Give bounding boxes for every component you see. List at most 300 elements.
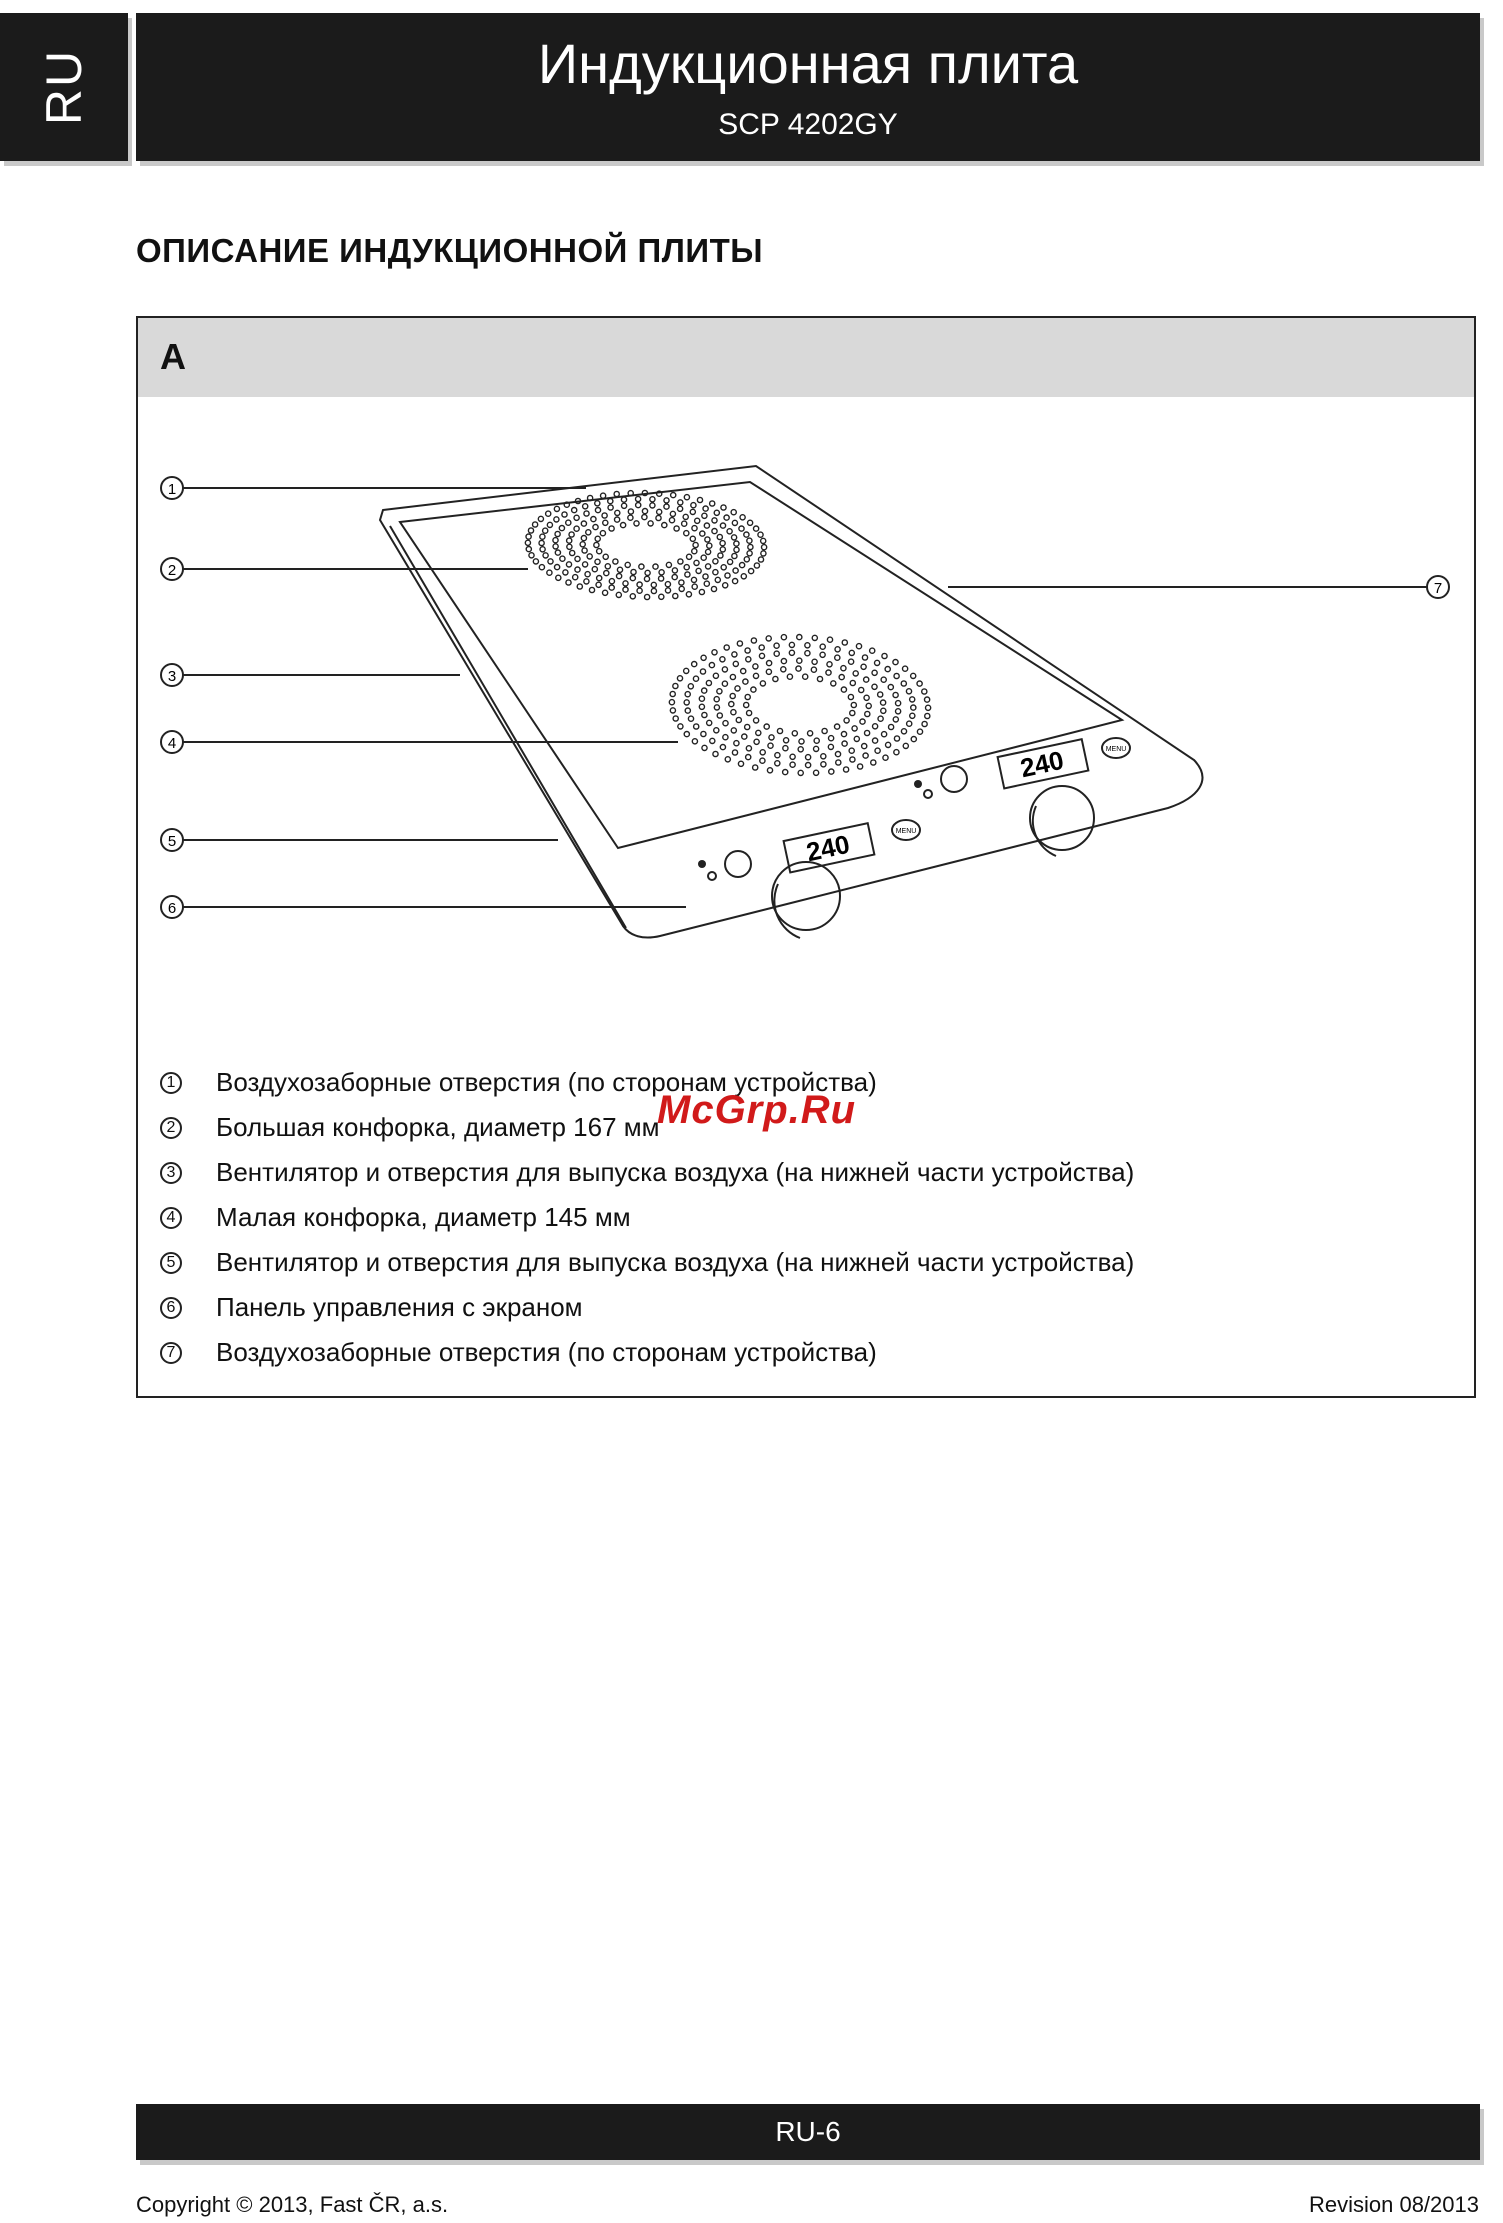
burner-dot bbox=[759, 645, 764, 650]
burner-dot bbox=[835, 655, 840, 660]
burner-dot bbox=[835, 647, 840, 652]
burner-dot bbox=[732, 520, 737, 525]
burner-dot bbox=[553, 544, 558, 549]
burner-dot bbox=[617, 567, 622, 572]
burner-dot bbox=[741, 574, 746, 579]
burner-dot bbox=[637, 588, 642, 593]
burner-dot bbox=[693, 676, 698, 681]
burner-dot bbox=[821, 754, 826, 759]
burner-dot bbox=[769, 735, 774, 740]
burner-dot bbox=[594, 542, 599, 547]
burner-dot bbox=[730, 674, 735, 679]
callout-3-marker bbox=[161, 664, 183, 686]
burner-dot bbox=[736, 717, 741, 722]
burner-dot bbox=[659, 570, 664, 575]
item-number: 5 bbox=[160, 1252, 182, 1274]
burner-dot bbox=[673, 683, 678, 688]
burner-dot bbox=[721, 565, 726, 570]
burner-dot bbox=[707, 543, 712, 548]
burner-dot bbox=[628, 509, 633, 514]
burner-dot bbox=[865, 730, 870, 735]
burner-dot bbox=[875, 748, 880, 753]
burner-dot bbox=[529, 553, 534, 558]
burner-dot bbox=[862, 655, 867, 660]
burner-dot bbox=[781, 635, 786, 640]
model-number: SCP 4202GY bbox=[718, 108, 898, 141]
burner-dot bbox=[762, 545, 767, 550]
burner-dot bbox=[911, 705, 916, 710]
burner-dot bbox=[796, 666, 801, 671]
burner-dot bbox=[703, 574, 708, 579]
svg-text:7: 7 bbox=[1433, 580, 1443, 597]
burner-dot bbox=[543, 553, 548, 558]
burner-dot bbox=[597, 549, 602, 554]
burner-dot bbox=[720, 657, 725, 662]
burner-dot bbox=[645, 594, 650, 599]
list-item bbox=[160, 1285, 1420, 1330]
burner-dot bbox=[926, 705, 931, 710]
burner-dot bbox=[605, 564, 610, 569]
burner-dot bbox=[700, 531, 705, 536]
burner-dot bbox=[903, 743, 908, 748]
burner-dot bbox=[566, 562, 571, 567]
burner-dot bbox=[700, 669, 705, 674]
burner-dot bbox=[664, 504, 669, 509]
burner-dot bbox=[756, 730, 761, 735]
burner-dot bbox=[883, 755, 888, 760]
burner-dot bbox=[860, 719, 865, 724]
item-text: Панель управления с экраном bbox=[216, 1292, 583, 1322]
burner-dot bbox=[862, 744, 867, 749]
burner-dot bbox=[721, 505, 726, 510]
burner-dot bbox=[775, 753, 780, 758]
burner-dot bbox=[556, 575, 561, 580]
burner-dot bbox=[662, 523, 667, 528]
burner-dot bbox=[573, 575, 578, 580]
callout-6-marker bbox=[161, 896, 183, 918]
burner-dot bbox=[787, 674, 792, 679]
burner-dot bbox=[768, 743, 773, 748]
burner-dot bbox=[601, 493, 606, 498]
burner-dot bbox=[841, 732, 846, 737]
burner-dot bbox=[533, 522, 538, 527]
figure-box bbox=[136, 316, 1476, 1398]
burner-dot bbox=[615, 517, 620, 522]
svg-text:5: 5 bbox=[167, 833, 177, 850]
burner-dot bbox=[844, 767, 849, 772]
burner-dot bbox=[764, 724, 769, 729]
burner-dot bbox=[603, 590, 608, 595]
burner-dot bbox=[712, 529, 717, 534]
burner-dot bbox=[581, 521, 586, 526]
burner-dot bbox=[835, 724, 840, 729]
burner-dot bbox=[841, 687, 846, 692]
callout-7-marker bbox=[1427, 576, 1449, 598]
burner-dot bbox=[706, 549, 711, 554]
burner-dot bbox=[792, 731, 797, 736]
burner-dot bbox=[797, 658, 802, 663]
burner-dot bbox=[636, 496, 641, 501]
burner-dot bbox=[766, 669, 771, 674]
burner-dot bbox=[893, 692, 898, 697]
burner-dot bbox=[828, 744, 833, 749]
burner-dot bbox=[702, 745, 707, 750]
burner-dot bbox=[829, 769, 834, 774]
burner-dot bbox=[580, 542, 585, 547]
burner-dot bbox=[678, 506, 683, 511]
burner-dot bbox=[861, 664, 866, 669]
document-title: Индукционная плита bbox=[537, 32, 1079, 95]
item-text: Вентилятор и отверстия для выпуска воздуха (на нижней части устройства) bbox=[216, 1157, 1135, 1187]
burner-dot bbox=[583, 562, 588, 567]
language-tab bbox=[0, 13, 128, 161]
burner-dot bbox=[812, 659, 817, 664]
burner-dot bbox=[870, 648, 875, 653]
burner-dot bbox=[911, 673, 916, 678]
burner-dot bbox=[790, 762, 795, 767]
burner-dot bbox=[872, 670, 877, 675]
burner-dot bbox=[603, 554, 608, 559]
burner-dot bbox=[806, 763, 811, 768]
burner-dot bbox=[745, 724, 750, 729]
burner-dot bbox=[525, 540, 530, 545]
burner-dot bbox=[717, 689, 722, 694]
svg-text:6: 6 bbox=[167, 900, 177, 917]
burner-dot bbox=[566, 580, 571, 585]
burner-dot bbox=[873, 738, 878, 743]
menu-label-right: MENU bbox=[1105, 746, 1127, 753]
burner-dot bbox=[616, 592, 621, 597]
large-burner-dots bbox=[525, 490, 766, 599]
burner-dot bbox=[669, 700, 674, 705]
burner-dot bbox=[555, 565, 560, 570]
burner-dot bbox=[725, 757, 730, 762]
burner-dot bbox=[742, 734, 747, 739]
burner-dot bbox=[749, 569, 754, 574]
burner-dot bbox=[704, 581, 709, 586]
burner-dot bbox=[781, 667, 786, 672]
burner-dot bbox=[798, 747, 803, 752]
burner-dot bbox=[829, 736, 834, 741]
burner-dot bbox=[603, 520, 608, 525]
burner-dot bbox=[798, 770, 803, 775]
burner-dot bbox=[707, 720, 712, 725]
burner-dot bbox=[839, 675, 844, 680]
burner-dot bbox=[651, 588, 656, 593]
burner-dot bbox=[896, 701, 901, 706]
burner-dot bbox=[650, 503, 655, 508]
burner-dot bbox=[748, 544, 753, 549]
burner-dot bbox=[720, 523, 725, 528]
burner-dot bbox=[722, 681, 727, 686]
burner-dot bbox=[714, 697, 719, 702]
burner-dot bbox=[575, 556, 580, 561]
burner-dot bbox=[567, 538, 572, 543]
burner-dot bbox=[596, 582, 601, 587]
burner-dot bbox=[666, 562, 671, 567]
burner-dot bbox=[849, 650, 854, 655]
burner-dot bbox=[734, 547, 739, 552]
burner-dot bbox=[851, 702, 856, 707]
burner-dot bbox=[812, 635, 817, 640]
burner-dot bbox=[827, 637, 832, 642]
burner-dot bbox=[650, 497, 655, 502]
burner-dot bbox=[653, 564, 658, 569]
burner-dot bbox=[720, 547, 725, 552]
burner-dot bbox=[690, 509, 695, 514]
cooktop-outline bbox=[380, 466, 1202, 938]
burner-dot bbox=[842, 640, 847, 645]
burner-dot bbox=[586, 530, 591, 535]
burner-dot bbox=[703, 506, 708, 511]
burner-dot bbox=[656, 515, 661, 520]
burner-dot bbox=[595, 508, 600, 513]
burner-dot bbox=[732, 652, 737, 657]
burner-dot bbox=[722, 667, 727, 672]
burner-dot bbox=[687, 554, 692, 559]
burner-dot bbox=[903, 666, 908, 671]
burner-dot bbox=[743, 679, 748, 684]
burner-dot bbox=[657, 509, 662, 514]
item-number: 7 bbox=[160, 1342, 182, 1364]
burner-dot bbox=[777, 728, 782, 733]
burner-dot bbox=[630, 576, 635, 581]
burner-dot bbox=[636, 503, 641, 508]
burner-dot bbox=[645, 570, 650, 575]
list-item bbox=[160, 1150, 1420, 1195]
burner-dot bbox=[797, 635, 802, 640]
burner-dot bbox=[648, 521, 653, 526]
burner-dot bbox=[634, 521, 639, 526]
burner-dot bbox=[853, 671, 858, 676]
burner-dot bbox=[783, 770, 788, 775]
burner-dot bbox=[555, 550, 560, 555]
burner-dot bbox=[827, 662, 832, 667]
burner-dot bbox=[881, 708, 886, 713]
burner-dot bbox=[911, 737, 916, 742]
burner-dot bbox=[747, 710, 752, 715]
burner-dot bbox=[767, 768, 772, 773]
burner-dot bbox=[706, 680, 711, 685]
burner-dot bbox=[789, 650, 794, 655]
burner-dot bbox=[567, 544, 572, 549]
burner-dot bbox=[744, 557, 749, 562]
burner-dot bbox=[608, 499, 613, 504]
burner-dot bbox=[746, 755, 751, 760]
burner-dot bbox=[546, 511, 551, 516]
callout-markers bbox=[161, 477, 1449, 918]
burner-dot bbox=[693, 542, 698, 547]
burner-dot bbox=[673, 593, 678, 598]
burner-dot bbox=[803, 674, 808, 679]
burner-dot bbox=[751, 687, 756, 692]
item-text: Воздухозаборные отверстия (по сторонам устройства) bbox=[216, 1067, 877, 1097]
burner-dot bbox=[670, 511, 675, 516]
burner-dot bbox=[540, 547, 545, 552]
burner-dot bbox=[692, 739, 697, 744]
burner-dot bbox=[614, 491, 619, 496]
callout-2-marker bbox=[161, 558, 183, 580]
burner-dot bbox=[882, 653, 887, 658]
burner-dot bbox=[587, 554, 592, 559]
burner-dot bbox=[790, 754, 795, 759]
burner-dot bbox=[835, 752, 840, 757]
burner-dot bbox=[679, 586, 684, 591]
burner-dot bbox=[856, 644, 861, 649]
burner-dot bbox=[695, 518, 700, 523]
burner-dot bbox=[678, 724, 683, 729]
burner-dot bbox=[720, 745, 725, 750]
burner-dot bbox=[731, 728, 736, 733]
burner-dot bbox=[684, 668, 689, 673]
burner-dot bbox=[670, 708, 675, 713]
revision-text: Revision 08/2013 bbox=[1308, 2192, 1479, 2217]
burner-dot bbox=[747, 538, 752, 543]
burner-dot bbox=[574, 515, 579, 520]
burner-dot bbox=[896, 709, 901, 714]
burner-dot bbox=[753, 765, 758, 770]
burner-dot bbox=[734, 541, 739, 546]
burner-dot bbox=[866, 703, 871, 708]
burner-dot bbox=[665, 588, 670, 593]
burner-dot bbox=[873, 724, 878, 729]
burner-dot bbox=[723, 583, 728, 588]
burner-dot bbox=[737, 641, 742, 646]
burner-dot bbox=[854, 736, 859, 741]
burner-dot bbox=[922, 721, 927, 726]
burner-dot bbox=[639, 564, 644, 569]
burner-dot bbox=[922, 689, 927, 694]
burner-dot bbox=[697, 497, 702, 502]
burner-dot bbox=[748, 520, 753, 525]
burner-dot bbox=[712, 518, 717, 523]
burner-dot bbox=[699, 704, 704, 709]
burner-dot bbox=[563, 570, 568, 575]
burner-dot bbox=[766, 636, 771, 641]
burner-dot bbox=[566, 520, 571, 525]
burner-dot bbox=[692, 584, 697, 589]
list-item bbox=[160, 1195, 1420, 1240]
burner-dot bbox=[739, 526, 744, 531]
burner-dot bbox=[731, 510, 736, 515]
burner-dot bbox=[699, 589, 704, 594]
svg-text:2: 2 bbox=[167, 562, 177, 579]
language-code: RU bbox=[36, 48, 92, 126]
burner-dot bbox=[533, 559, 538, 564]
burner-dot bbox=[864, 677, 869, 682]
list-item bbox=[160, 1330, 1420, 1375]
burner-dot bbox=[526, 547, 531, 552]
burner-dot bbox=[713, 673, 718, 678]
burner-dot bbox=[572, 508, 577, 513]
burner-dot bbox=[613, 559, 618, 564]
burner-dot bbox=[754, 718, 759, 723]
burner-dot bbox=[554, 517, 559, 522]
burner-dot bbox=[713, 570, 718, 575]
burner-dot bbox=[730, 693, 735, 698]
burner-dot bbox=[917, 681, 922, 686]
burner-dot bbox=[712, 650, 717, 655]
burner-dot bbox=[688, 716, 693, 721]
burner-dot bbox=[878, 692, 883, 697]
burner-dot bbox=[553, 538, 558, 543]
burner-dot bbox=[684, 565, 689, 570]
burner-dot bbox=[714, 728, 719, 733]
burner-dot bbox=[684, 495, 689, 500]
menu-label-left: MENU bbox=[895, 828, 917, 835]
burner-dot bbox=[767, 661, 772, 666]
burner-dot bbox=[585, 572, 590, 577]
burner-dot bbox=[669, 518, 674, 523]
item-number: 3 bbox=[160, 1162, 182, 1184]
burner-dot bbox=[805, 643, 810, 648]
burner-dot bbox=[651, 582, 656, 587]
burner-dot bbox=[617, 574, 622, 579]
callout-1-marker bbox=[161, 477, 183, 499]
item-number: 2 bbox=[160, 1117, 182, 1139]
burner-dot bbox=[683, 514, 688, 519]
burner-dot bbox=[678, 500, 683, 505]
burner-dot bbox=[733, 579, 738, 584]
burner-dot bbox=[664, 498, 669, 503]
burner-dot bbox=[597, 576, 602, 581]
burner-dot bbox=[621, 523, 626, 528]
item-text: Вентилятор и отверстия для выпуска воздуха (на нижней части устройства) bbox=[216, 1247, 1135, 1277]
burner-dot bbox=[741, 669, 746, 674]
burner-dot bbox=[608, 505, 613, 510]
burner-dot bbox=[671, 493, 676, 498]
burner-dot bbox=[701, 555, 706, 560]
burner-dot bbox=[799, 739, 804, 744]
burner-dot bbox=[625, 562, 630, 567]
burner-dot bbox=[760, 750, 765, 755]
burner-dot bbox=[559, 526, 564, 531]
item-text: Большая конфорка, диаметр 167 мм bbox=[216, 1112, 660, 1142]
burner-dot bbox=[732, 750, 737, 755]
burner-dot bbox=[740, 563, 745, 568]
burner-dot bbox=[858, 764, 863, 769]
burner-dot bbox=[894, 750, 899, 755]
burner-dot bbox=[692, 662, 697, 667]
burner-dot bbox=[814, 746, 819, 751]
burner-dot bbox=[679, 580, 684, 585]
burner-dot bbox=[881, 700, 886, 705]
burner-dot bbox=[724, 645, 729, 650]
burner-dot bbox=[725, 573, 730, 578]
page-number: RU-6 bbox=[775, 2116, 841, 2147]
display-right: 240 bbox=[1017, 744, 1067, 784]
burner-dot bbox=[754, 563, 759, 568]
burner-dot bbox=[820, 644, 825, 649]
section-heading: ОПИСАНИЕ ИНДУКЦИОННОЙ ПЛИТЫ bbox=[136, 232, 764, 269]
burner-dot bbox=[841, 666, 846, 671]
watermark-link[interactable]: McGrp.Ru bbox=[657, 1088, 857, 1132]
burner-dot bbox=[659, 594, 664, 599]
burner-dot bbox=[709, 663, 714, 668]
burner-dot bbox=[761, 551, 766, 556]
burner-dot bbox=[746, 746, 751, 751]
burner-dot bbox=[684, 700, 689, 705]
burner-dot bbox=[885, 667, 890, 672]
burner-dot bbox=[560, 556, 565, 561]
burner-dot bbox=[723, 735, 728, 740]
burner-dot bbox=[704, 523, 709, 528]
burner-dot bbox=[751, 638, 756, 643]
burner-dot bbox=[711, 586, 716, 591]
svg-text:3: 3 bbox=[167, 668, 177, 685]
burner-dot bbox=[684, 531, 689, 536]
burner-dot bbox=[604, 571, 609, 576]
